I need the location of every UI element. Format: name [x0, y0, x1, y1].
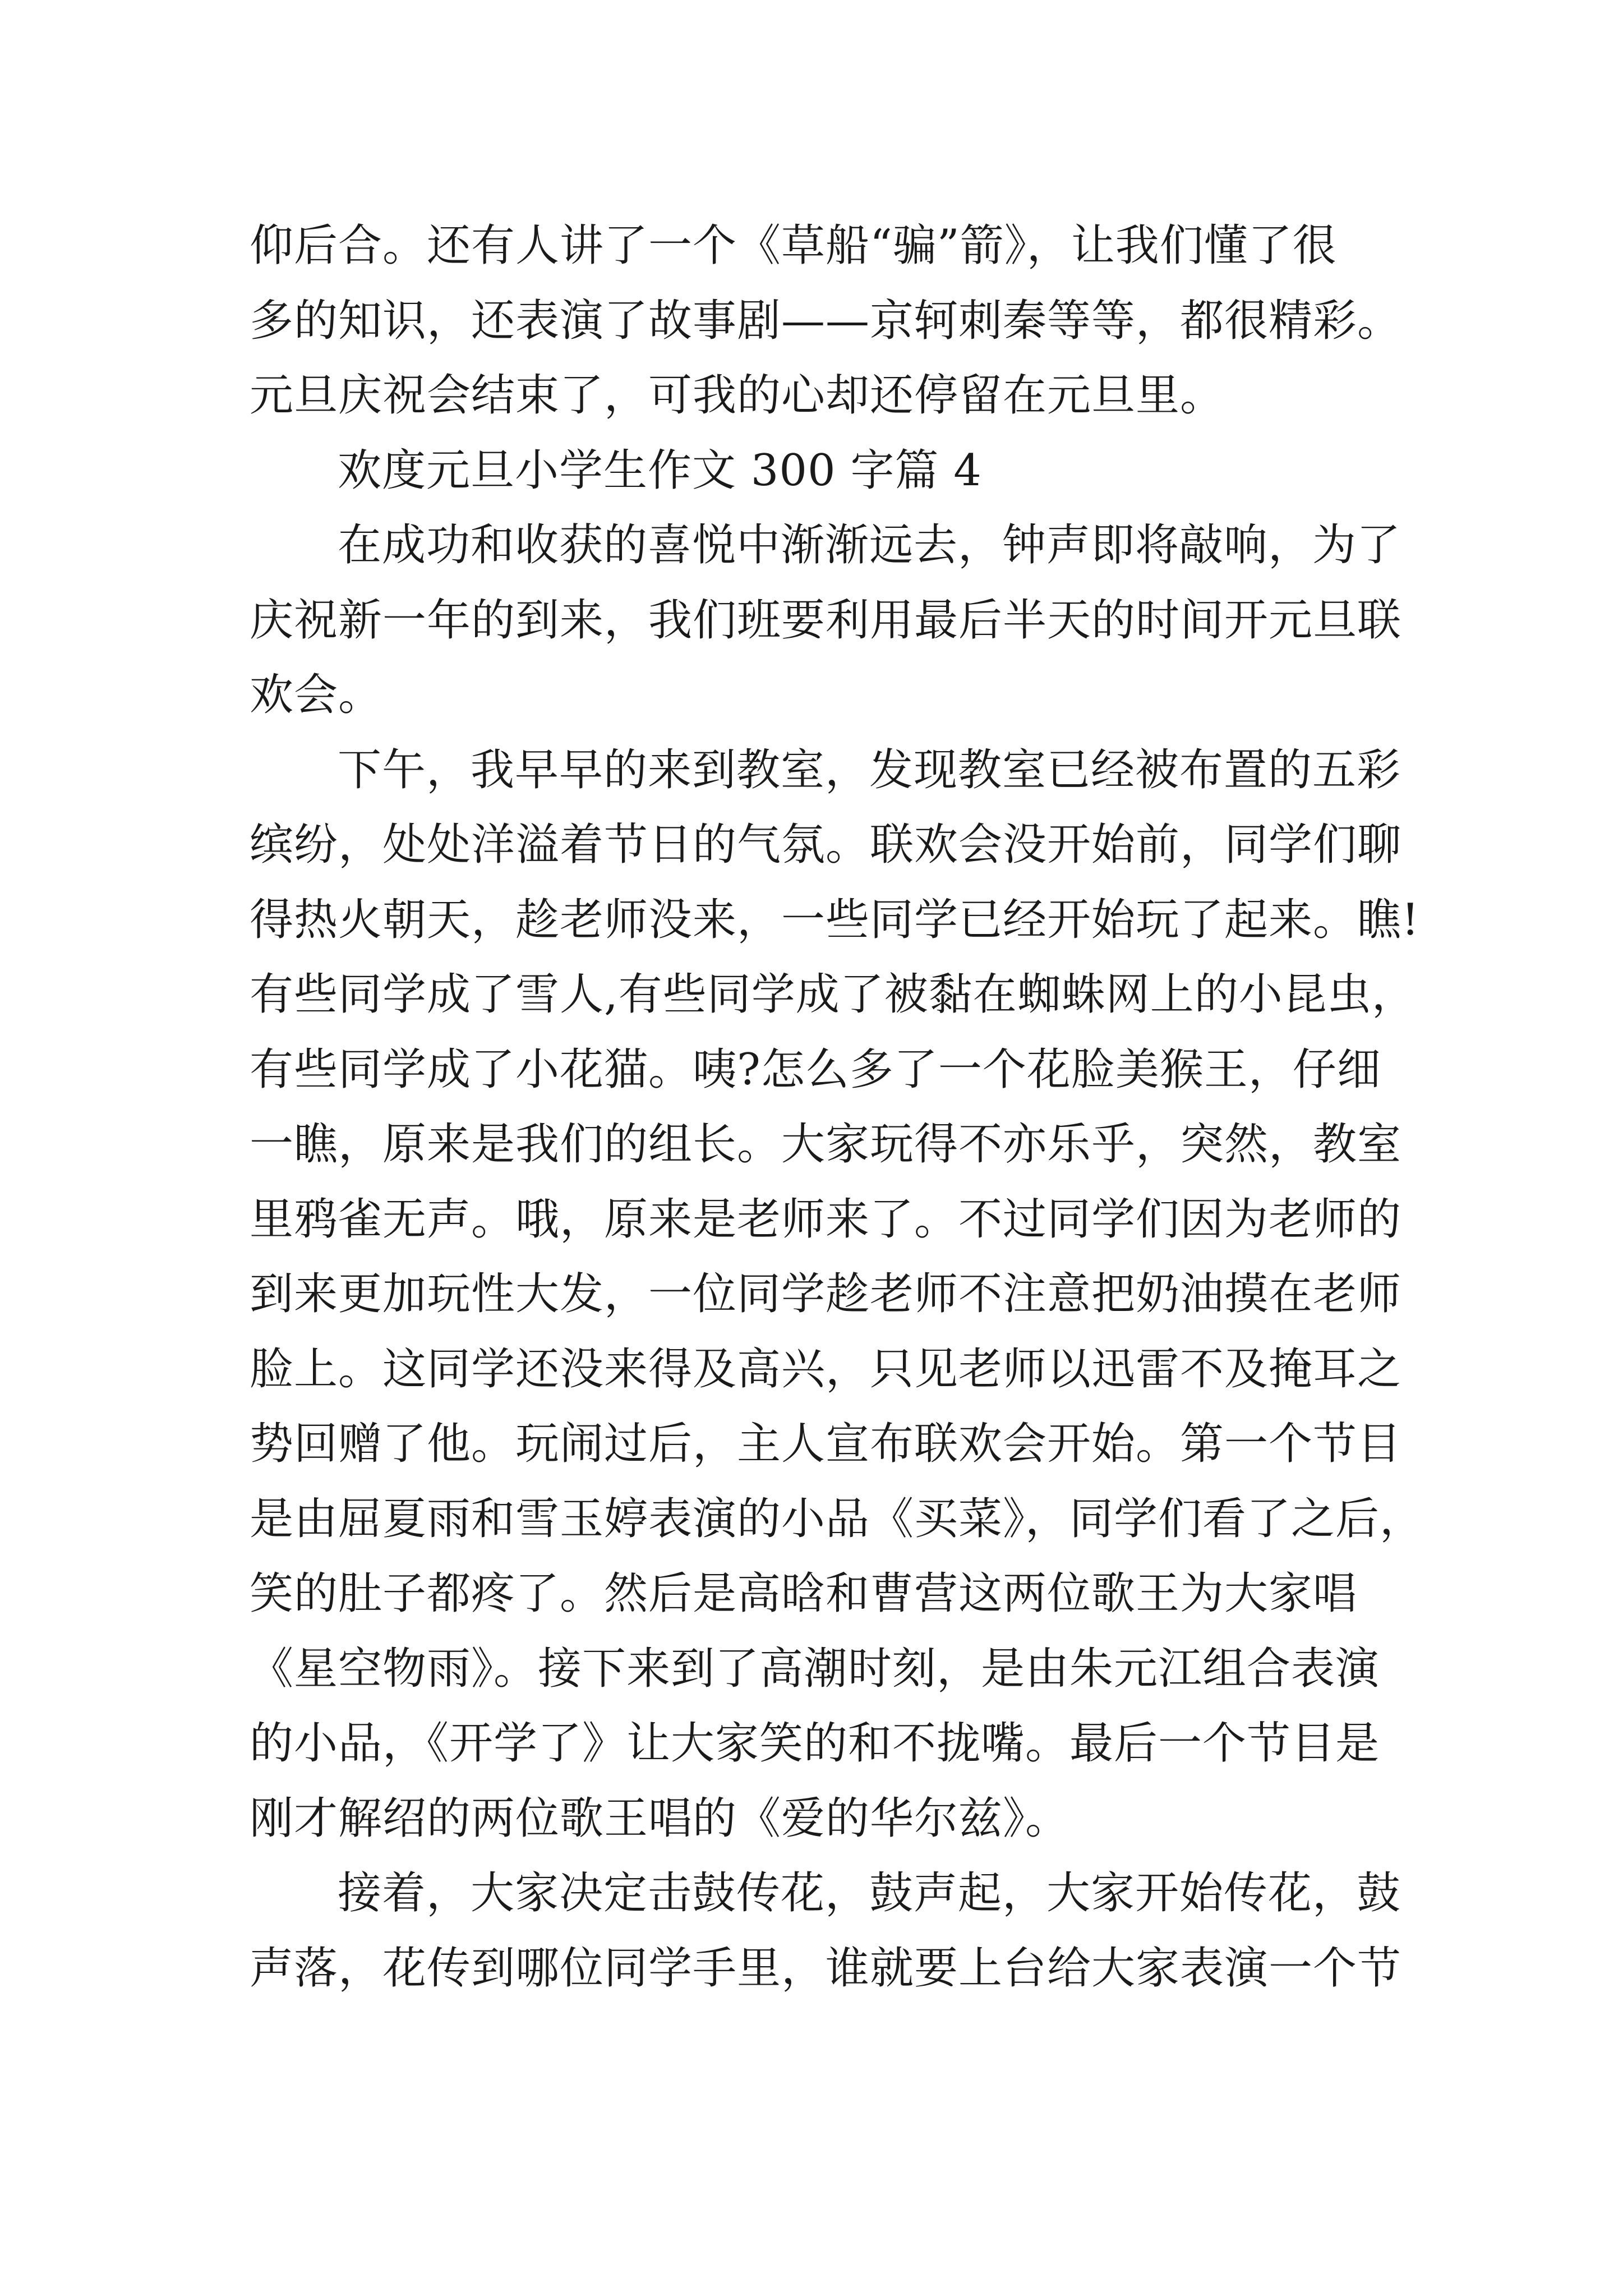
text-line: 笑的肚子都疼了。然后是高晗和曹营这两位歌王为大家唱: [250, 1568, 1358, 1619]
text-line: 的小品，《开学了》让大家笑的和不拢嘴。最后一个节目是: [250, 1718, 1380, 1769]
text-line: 《星空物雨》。接下来到了高潮时刻，是由朱元江组合表演: [250, 1643, 1380, 1694]
text-line: 势回赠了他。玩闹过后，主人宣布联欢会开始。第一个节目: [250, 1419, 1402, 1469]
text-line: 刚才解绍的两位歌王唱的《爱的华尔兹》。: [250, 1793, 1070, 1844]
text-line: 多的知识，还表演了故事剧——京轲刺秦等等，都很精彩。: [250, 295, 1402, 346]
text-line: 是由屈夏雨和雪玉婷表演的小品《买菜》，同学们看了之后，: [250, 1493, 1424, 1544]
text-line: 庆祝新一年的到来，我们班要利用最后半天的时间开元旦联: [250, 595, 1402, 646]
text-line: 缤纷，处处洋溢着节日的气氛。联欢会没开始前，同学们聊: [250, 820, 1402, 870]
text-line: 仰后合。还有人讲了一个《草船“骗”箭》，让我们懂了很: [250, 220, 1337, 271]
text-line: 脸上。这同学还没来得及高兴，只见老师以迅雷不及掩耳之: [250, 1343, 1402, 1395]
text-line: 有些同学成了雪人,有些同学成了被黏在蜘蛛网上的小昆虫，: [250, 969, 1416, 1020]
text-line: 里鸦雀无声。哦，原来是老师来了。不过同学们因为老师的: [250, 1194, 1402, 1245]
section-heading: 欢度元旦小学生作文 300 字篇 4: [338, 445, 982, 496]
text-line: 元旦庆祝会结束了，可我的心却还停留在元旦里。: [250, 370, 1225, 421]
text-line: 欢会。: [250, 670, 383, 720]
paragraph-start: 接着，大家决定击鼓传花，鼓声起，大家开始传花，鼓: [338, 1868, 1401, 1918]
essay-body: [250, 209, 1422, 2006]
text-line: 有些同学成了小花猫。咦?怎么多了一个花脸美猴王，仔细: [250, 1044, 1381, 1095]
paragraph-start: 下午，我早早的来到教室，发现教室已经被布置的五彩: [338, 744, 1401, 795]
text-line: 声落，花传到哪位同学手里，谁就要上台给大家表演一个节: [250, 1943, 1402, 1994]
text-line: 得热火朝天，趁老师没来，一些同学已经开始玩了起来。瞧!: [250, 894, 1420, 945]
paragraph-start: 在成功和收获的喜悦中渐渐远去，钟声即将敲响，为了: [338, 520, 1401, 570]
text-line: 到来更加玩性大发，一位同学趁老师不注意把奶油摸在老师: [250, 1269, 1402, 1319]
text-line: 一瞧，原来是我们的组长。大家玩得不亦乐乎，突然，教室: [250, 1119, 1402, 1170]
